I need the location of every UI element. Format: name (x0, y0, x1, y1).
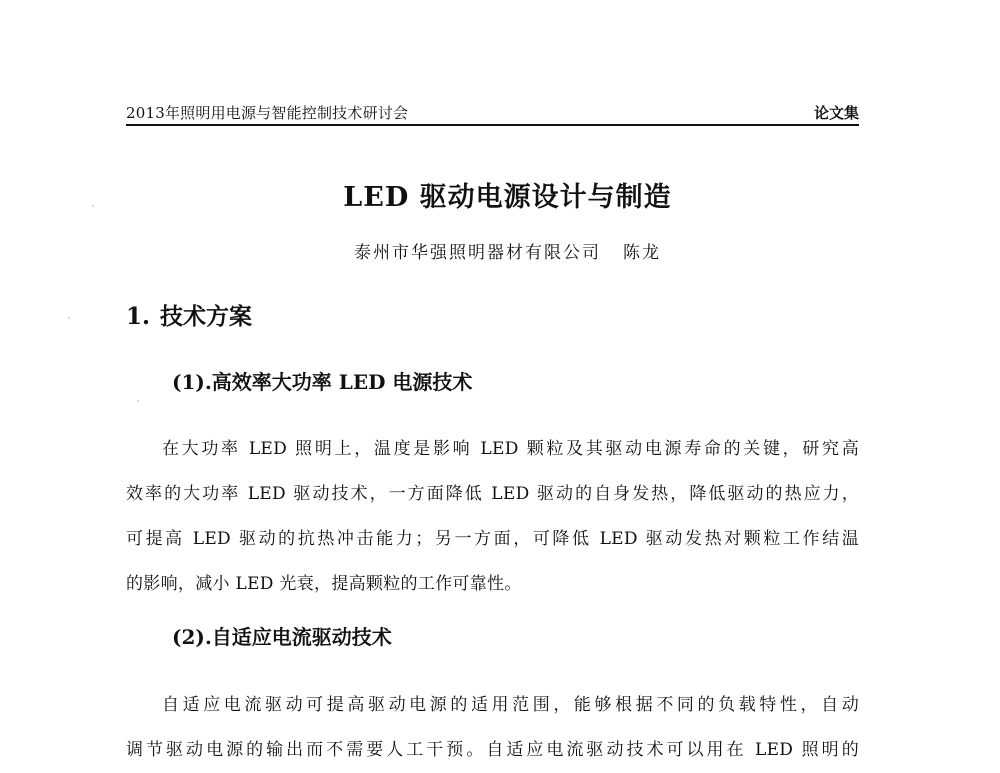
author: 陈龙 (623, 243, 661, 263)
proceedings-label: 论文集 (813, 104, 859, 122)
conference-name: 2013年照明用电源与智能控制技术研讨会 (126, 104, 409, 122)
running-header (126, 98, 859, 126)
subsection-heading-1: (1).高效率大功率 LED 电源技术 (172, 370, 473, 394)
section-number: 1. (126, 303, 151, 330)
paragraph-line: 的影响，减小 LED 光衰，提高颗粒的工作可靠性。 (126, 574, 522, 594)
section-title: 技术方案 (160, 303, 253, 330)
paragraph-line: 自适应电流驱动可提高驱动电源的适用范围，能够根据不同的负载特性，自动 (162, 695, 859, 715)
paper-title: LED 驱动电源设计与制造 (343, 182, 672, 213)
paragraph-line: 在大功率 LED 照明上，温度是影响 LED 颗粒及其驱动电源寿命的关键，研究高 (162, 439, 859, 459)
scan-speck (137, 400, 139, 402)
scan-speck (68, 317, 70, 319)
paragraph-line: 效率的大功率 LED 驱动技术，一方面降低 LED 驱动的自身发热，降低驱动的热应力， (126, 484, 859, 504)
scan-speck (92, 205, 94, 207)
byline (126, 238, 859, 263)
paragraph-line: 调节驱动电源的输出而不需要人工干预。自适应电流驱动技术可以用在 LED 照明的 (126, 740, 859, 760)
paragraph-line: 可提高 LED 驱动的抗热冲击能力；另一方面，可降低 LED 驱动发热对颗粒工作结温 (126, 529, 859, 549)
subsection-heading-2: (2).自适应电流驱动技术 (172, 625, 392, 649)
affiliation: 泰州市华强照明器材有限公司 (354, 243, 601, 263)
section-heading (126, 298, 252, 331)
